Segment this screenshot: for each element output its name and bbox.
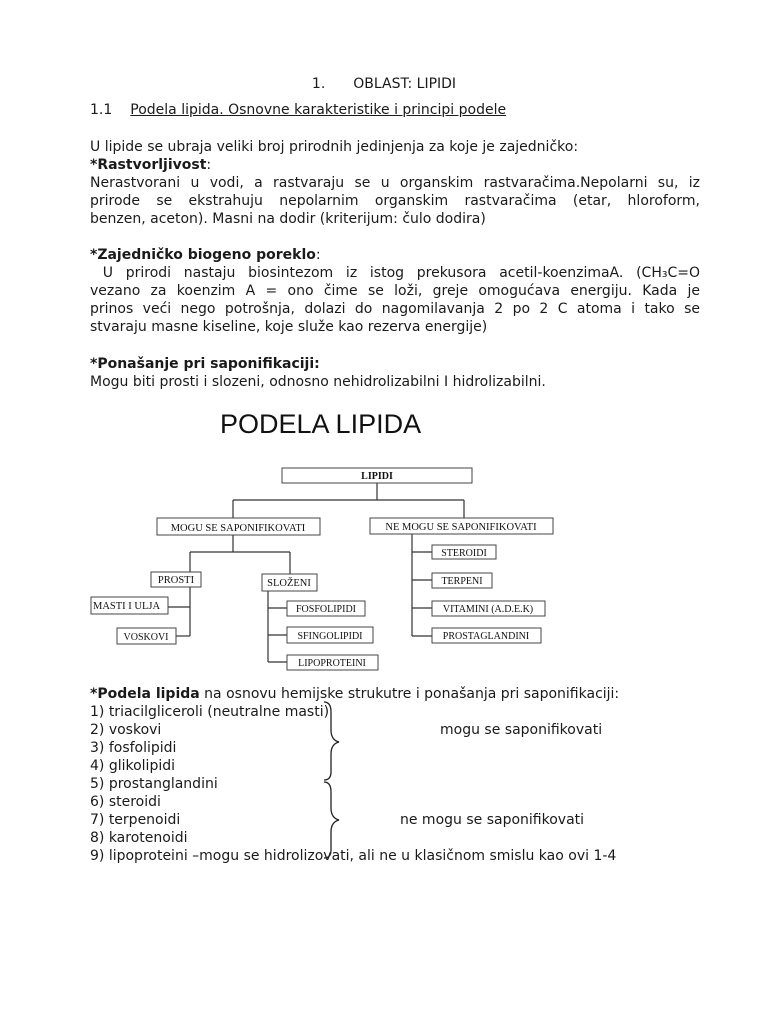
saponification-line: Mogu biti prosti i slozeni, odnosno nehidrolizabilni I hidrolizabilni. [90,374,546,390]
origin-line-4: stvaraju masne kiseline, koje služe kao rezerva energije) [90,319,488,335]
classification-item: 4) glikolipidi [90,758,175,774]
diagram-title: PODELA LIPIDA [220,409,422,439]
diagram-right-item-2: TERPENI [441,576,483,587]
saponification-label: *Ponašanje pri saponifikaciji: [90,356,320,372]
classification-item: 6) steroidi [90,794,161,810]
solubility-line-3: benzen, aceton). Masni na dodir (kriterijum: čulo dodira) [90,211,486,227]
diagram-slozeni-item-2: SFINGOLIPIDI [297,631,363,642]
origin-label: *Zajedničko biogeno poreklo [90,247,316,263]
origin-line-2: vezano za koenzim A = ono čime se loži, greje omogućava energiju. Kada je [90,283,700,299]
chapter-heading [0,76,768,92]
diagram-left-branch-label: MOGU SE SAPONIFIKOVATI [170,523,306,534]
classification-item: 5) prostanglandini [90,776,218,792]
brace-saponifiable [324,702,339,780]
lipid-classification-diagram [0,400,768,672]
chapter-number: 1. [311,76,326,92]
intro-paragraph: U lipide se ubraja veliki broj prirodnih jedinjenja za koje je zajedničko: [90,139,579,155]
diagram-right-branch-label: NE MOGU SE SAPONIFIKOVATI [385,522,537,533]
solubility-label: *Rastvorljivost [90,157,207,173]
classification-item: 2) voskovi [90,722,162,738]
origin-heading: *Zajedničko biogeno poreklo: [90,247,321,263]
grouping-braces [300,700,360,860]
solubility-line-1: Nerastvorani u vodi, a rastvaraju se u organskim rastvaračima.Nepolarni su, iz [90,175,700,191]
diagram-right-item-4: PROSTAGLANDINI [442,631,530,642]
classification-item: 8) karotenoidi [90,830,188,846]
section-number: 1.1 [90,102,113,118]
group-label-saponifiable: mogu se saponifikovati [440,722,603,738]
saponification-heading [90,355,700,373]
origin-line-3: prinos veći nego potrošnja, dolazi do nagomilavanja 2 po 2 C atoma i tako se [90,301,700,317]
diagram-slozeni-item-3: LIPOPROTEINI [298,658,366,669]
diagram-prosti-item-2: VOSKOVI [123,632,169,643]
classification-item: 3) fosfolipidi [90,740,177,756]
brace-non-saponifiable [324,782,339,858]
diagram-prosti-item-1: MASTI I ULJA [93,601,161,612]
classification-intro: na osnovu hemijske strukutre i ponašanja pri saponifikaciji: [199,686,620,702]
solubility-heading: *Rastvorljivost: [90,157,212,173]
section-title: Podela lipida. Osnovne karakteristike i principi podele [130,102,507,118]
diagram-slozeni-item-1: FOSFOLIPIDI [295,604,357,615]
classification-item: 9) lipoproteini –mogu se hidrolizovati, ali ne u klasičnom smislu kao ovi 1-4 [90,848,617,864]
classification-item: 7) terpenoidi [90,812,181,828]
solubility-line-2: prirode se ekstrahuju nepolarnim organskim rastvaračima (etar, hloroform, [90,193,700,209]
origin-line-1: U prirodi nastaju biosintezom iz istog prekusora acetil-koenzimaA. (CH₃C=O [90,265,700,281]
classification-item: 1) triacilgliceroli (neutralne masti) [90,704,330,720]
diagram-slozeni-label: SLOŽENI [267,578,311,589]
diagram-root-label: LIPIDI [361,471,393,482]
group-label-non-saponifiable: ne mogu se saponifikovati [400,812,585,828]
classification-label: *Podela lipida [90,686,200,702]
diagram-prosti-label: PROSTI [157,575,195,586]
section-heading [90,101,700,119]
chapter-title: OBLAST: LIPIDI [353,76,457,92]
classification-heading [90,685,700,703]
diagram-right-item-3: VITAMINI (A.D.E.K) [442,604,534,615]
diagram-right-item-1: STEROIDI [441,548,487,559]
